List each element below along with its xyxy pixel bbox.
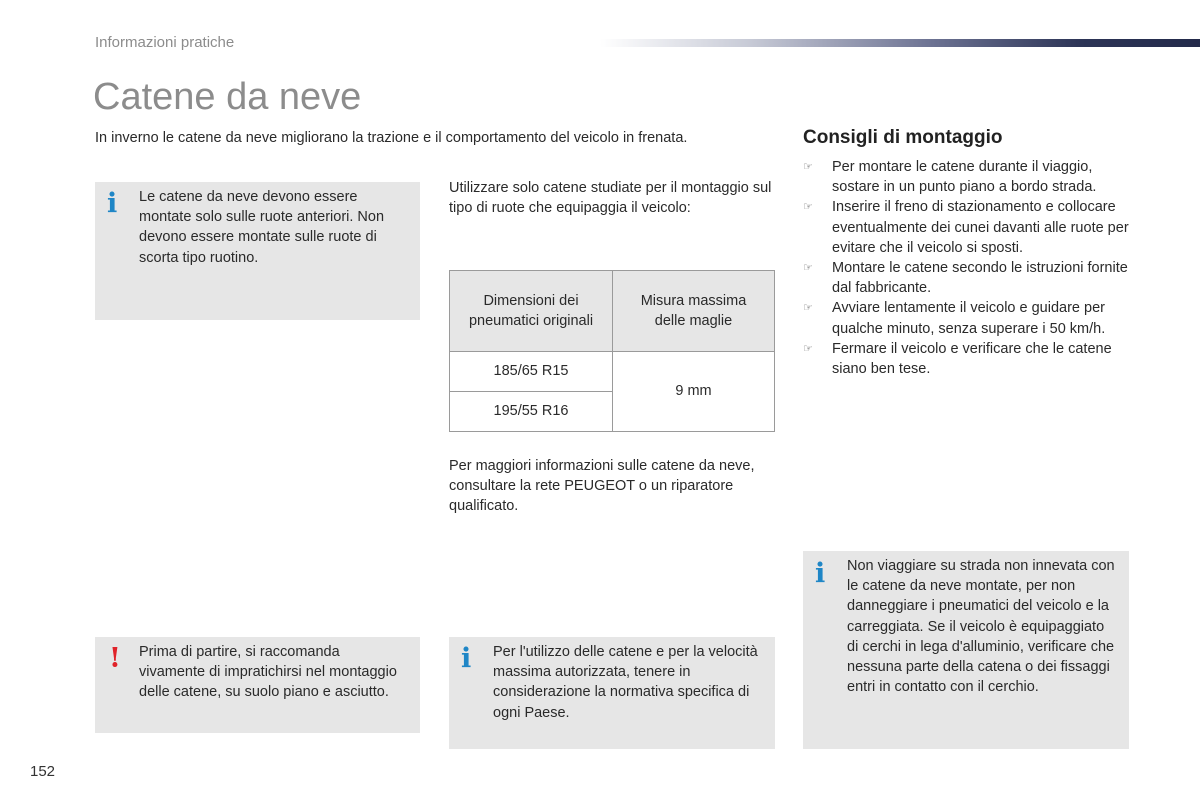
table-header-cell xyxy=(450,271,613,352)
info-box-front-wheels xyxy=(95,182,420,320)
table-intro-text: Utilizzare solo catene studiate per il montaggio sul tipo di ruote che equipaggia il veicolo: xyxy=(449,180,772,217)
pointing-hand-icon: ☞ xyxy=(803,161,813,173)
warning-box-practice xyxy=(95,637,420,733)
info-icon: i xyxy=(107,188,118,219)
fitting-heading: Consigli di montaggio xyxy=(803,127,1003,148)
info-box-no-snow xyxy=(803,551,1129,749)
tyre-size-table xyxy=(449,270,775,432)
pointing-hand-icon: ☞ xyxy=(803,342,813,355)
step-text: Fermare il veicolo e verificare che le catene siano ben tese. xyxy=(832,340,1112,378)
step-text: Per montare le catene durante il viaggio, sostare in un punto piano a bordo strada. xyxy=(832,159,1097,196)
fitting-steps-list xyxy=(803,157,1133,379)
table-header-row xyxy=(450,271,775,352)
pointing-hand-icon: ☞ xyxy=(803,302,813,315)
step-text: Montare le catene secondo le istruzioni fornite dal fabbricante. xyxy=(832,260,1128,297)
section-label: Informazioni pratiche xyxy=(95,34,235,51)
header-tyre-dimensions: Dimensioni dei pneumatici originali xyxy=(468,292,594,329)
info-box-text: Per l'utilizzo delle catene e per la velocità massima autorizzata, tenere in considerazione la normativa specifica di ogni Paese. xyxy=(493,644,758,721)
step-text: Avviare lentamente il veicolo e guidare per qualche minuto, senza superare i 50 km/h. xyxy=(832,300,1106,337)
info-box-text: Le catene da neve devono essere montate solo sulle ruote anteriori. Non devono essere montate sulle ruote di scorta tipo ruotino. xyxy=(139,189,385,266)
table-cell-tyre: 185/65 R15 xyxy=(450,352,613,392)
info-icon: i xyxy=(815,558,826,589)
table-cell-tyre: 195/55 R16 xyxy=(450,392,613,432)
info-box-text: Non viaggiare su strada non innevata con le catene da neve montate, per non danneggiare i pneumatici del veicolo e la carreggiata. Se il veicolo è equipaggiato di cerchi in lega d'alluminio, verificare che nessuna parte della catena o dei fissaggi entri in contatto con il cerchio. xyxy=(847,558,1115,696)
pointing-hand-icon: ☞ xyxy=(803,262,813,275)
list-item xyxy=(803,339,1133,379)
table-row xyxy=(450,352,775,392)
table-cell-link-size: 9 mm xyxy=(613,352,775,432)
more-info-text: Per maggiori informazioni sulle catene da neve, consultare la rete PEUGEOT o un riparatore qualificato. xyxy=(449,458,755,515)
list-item xyxy=(803,258,1133,298)
step-text: Inserire il freno di stazionamento e collocare eventualmente dei cunei davanti alle ruote per evitare che il veicolo si sposti. xyxy=(832,199,1129,256)
page-title: Catene da neve xyxy=(93,76,362,118)
info-box-regulations xyxy=(449,637,775,749)
page-number: 152 xyxy=(30,763,56,780)
warning-icon: ! xyxy=(109,643,121,674)
intro-text: In inverno le catene da neve migliorano la trazione e il comportamento del veicolo in frenata. xyxy=(95,130,688,146)
table-header-cell xyxy=(613,271,775,352)
warning-box-text: Prima di partire, si raccomanda vivamente di impratichirsi nel montaggio delle catene, su suolo piano e asciutto. xyxy=(139,644,397,701)
list-item xyxy=(803,197,1133,258)
info-icon: i xyxy=(461,643,472,674)
pointing-hand-icon: ☞ xyxy=(803,201,813,214)
list-item xyxy=(803,298,1133,338)
list-item xyxy=(803,157,1133,197)
header-max-link-size: Misura massima delle maglie xyxy=(640,292,747,329)
header-bar xyxy=(600,39,1200,47)
